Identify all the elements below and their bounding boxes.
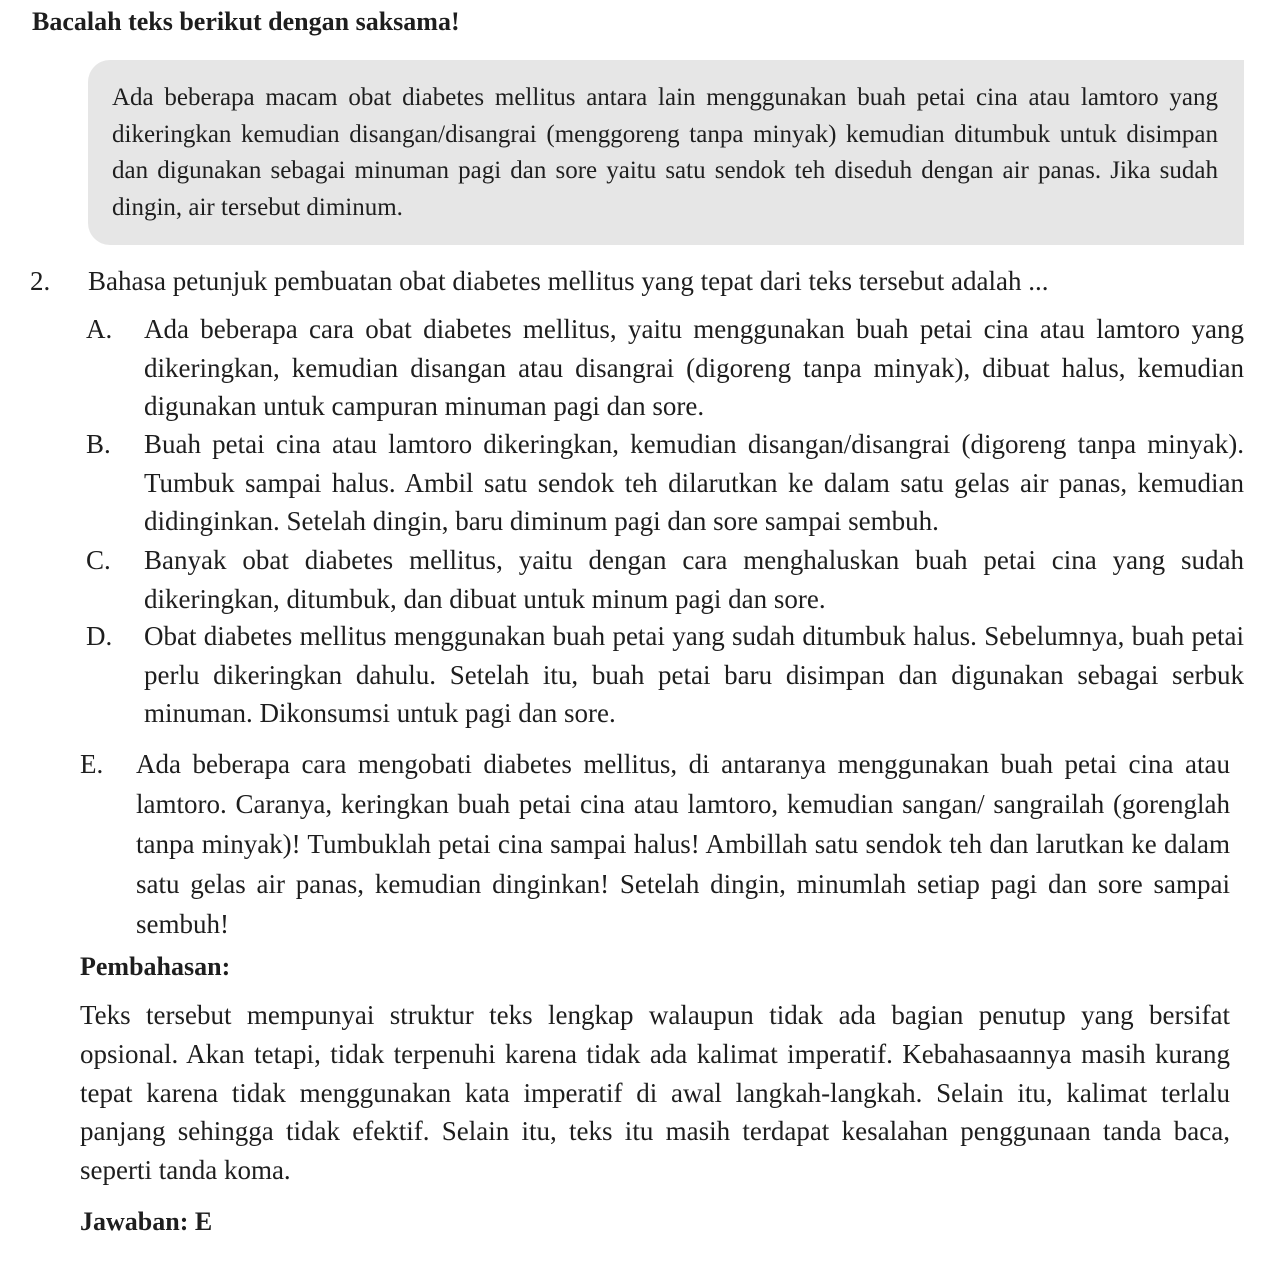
option-letter: E. — [80, 749, 104, 779]
reading-passage-text: Ada beberapa macam obat diabetes mellitus antara lain menggunakan buah petai cina atau lamtoro yang dikeringkan kemudian disangan/disangrai (menggoreng tanpa minyak) kemudian ditumbuk untuk disimpan dan digunakan sebagai minuman pagi dan sore yaitu satu sendok teh diseduh dengan air panas. Jika sudah dingin, air tersebut diminum. — [112, 84, 1218, 221]
option-letter: D. — [86, 621, 113, 651]
question-block — [30, 262, 1244, 300]
option-b — [86, 425, 1244, 541]
question-row — [30, 262, 1244, 300]
option-text: Obat diabetes mellitus menggunakan buah petai yang sudah ditumbuk halus. Sebelumnya, buah petai perlu dikeringkan dahulu. Setelah itu, buah petai baru disimpan dan digunakan sebagai serbuk minuman. Dikonsumsi untuk pagi dan sore. — [144, 621, 1244, 728]
option-a — [86, 310, 1244, 426]
option-text: Ada beberapa cara obat diabetes mellitus, yaitu menggunakan buah petai cina atau lamtoro yang dikeringkan, kemudian disangan atau disangrai (digoreng tanpa minyak), dibuat halus, kemudian digunakan untuk campuran minuman pagi dan sore. — [144, 314, 1244, 421]
option-letter: C. — [86, 545, 111, 575]
answer-key: Jawaban: E — [80, 1207, 213, 1236]
option-d — [86, 617, 1244, 733]
option-text: Banyak obat diabetes mellitus, yaitu dengan cara menghaluskan buah petai cina yang sudah dikeringkan, ditumbuk, dan dibuat untuk minum pagi dan sore. — [144, 545, 1244, 614]
option-c — [86, 541, 1244, 618]
option-e — [80, 744, 1230, 944]
option-text: Ada beberapa cara mengobati diabetes mellitus, di antaranya menggunakan buah petai cina atau lamtoro. Caranya, keringkan buah petai cina atau lamtoro, kemudian sangan/ sangrailah (gorenglah tanpa minyak)! Tumbuklah petai cina sampai halus! Ambillah satu sendok teh dan larutkan ke dalam satu gelas air panas, kemudian dinginkan! Setelah dingin, minumlah setiap pagi dan sore sampai sembuh! — [136, 749, 1230, 939]
option-text: Buah petai cina atau lamtoro dikeringkan, kemudian disangan/disangrai (digoreng tanpa minyak). Tumbuk sampai halus. Ambil satu sendok teh dilarutkan ke dalam satu gelas air panas, kemudian didinginkan. Setelah dingin, baru diminum pagi dan sore sampai sembuh. — [144, 429, 1244, 536]
question-stem: Bahasa petunjuk pembuatan obat diabetes mellitus yang tepat dari teks tersebut adalah ... — [88, 266, 1049, 296]
option-letter: B. — [86, 429, 111, 459]
discussion-text: Teks tersebut mempunyai struktur teks lengkap walaupun tidak ada bagian penutup yang bersifat opsional. Akan tetapi, tidak terpenuhi karena tidak ada kalimat imperatif. Kebahasaannya masih kurang tepat karena tidak menggunakan kata imperatif di awal langkah-langkah. Selain itu, kalimat terlalu panjang sehingga tidak efektif. Selain itu, teks itu masih terdapat kesalahan penggunaan tanda baca, seperti tanda koma. — [80, 1000, 1230, 1186]
instruction-heading: Bacalah teks berikut dengan saksama! — [32, 7, 460, 36]
reading-passage-box — [88, 60, 1244, 245]
option-letter: A. — [86, 314, 113, 344]
discussion-heading: Pembahasan: — [80, 952, 231, 981]
question-number: 2. — [30, 266, 51, 296]
